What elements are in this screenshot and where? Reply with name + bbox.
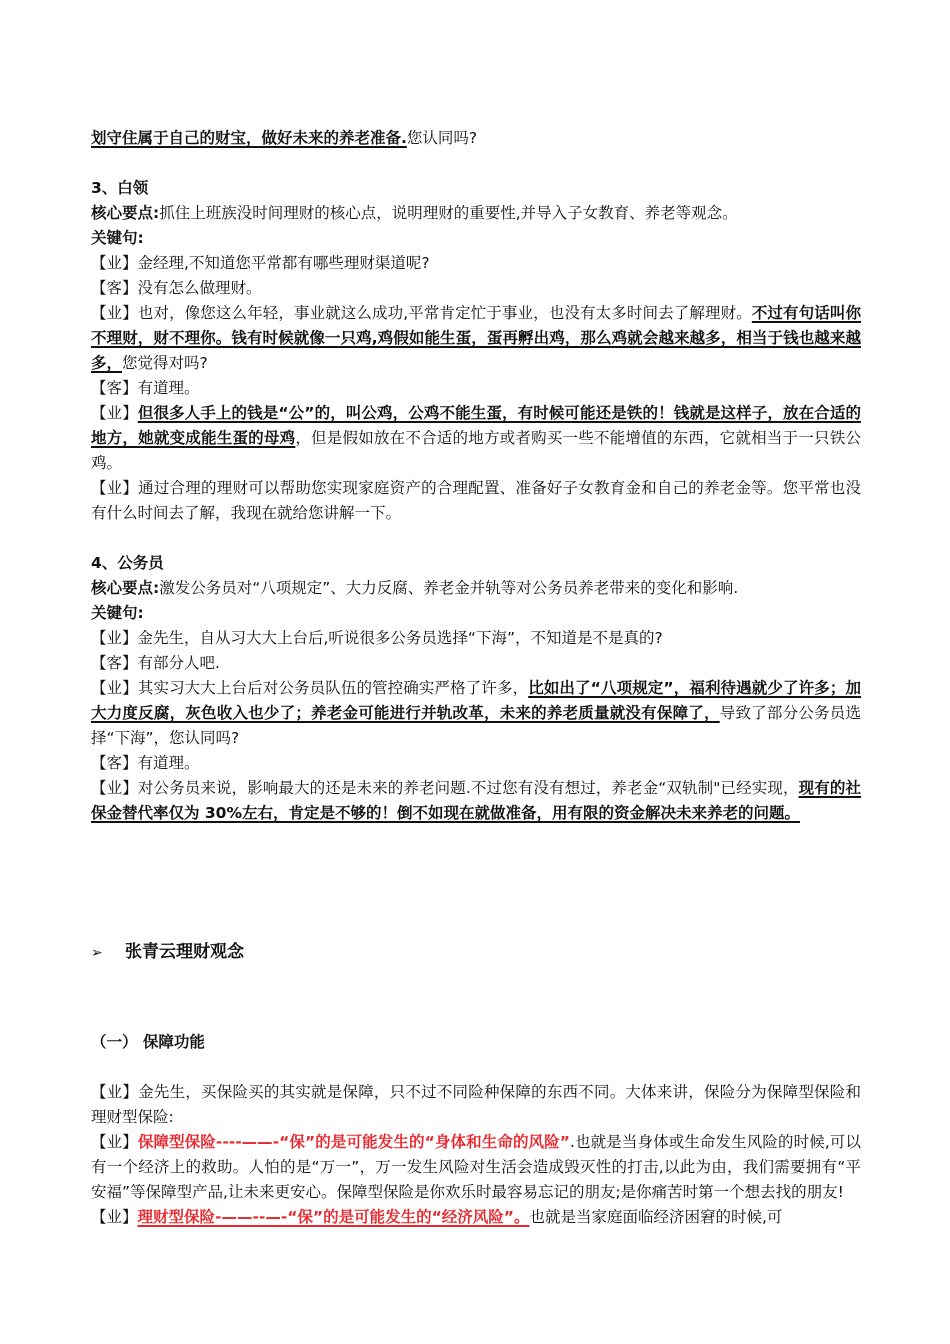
dialog-text: 您觉得对吗? bbox=[122, 354, 208, 372]
dialog-line bbox=[91, 676, 861, 751]
intro-emphasis: 划守住属于自己的财宝，做好未来的养老准备. bbox=[91, 129, 407, 147]
core-label: 核心要点: bbox=[91, 579, 160, 597]
section-3-core bbox=[91, 201, 861, 226]
dialog-emphasis: 比如出了“八项规定”，福利待遇就少了许多；加大力度反腐，灰色收入也少了；养老金可能进行并轨改革，未来的养老质量就没有保障了， bbox=[91, 679, 861, 722]
body-paragraph: 【业】金先生，买保险买的其实就是保障，只不过不同险种保障的东西不同。大体来讲，保险分为保障型保险和理财型保险: bbox=[91, 1083, 861, 1126]
intro-question: 您认同吗? bbox=[406, 129, 478, 147]
core-text: 抓住上班族没时间理财的核心点，说明理财的重要性,并导入子女教育、养老等观念。 bbox=[159, 204, 738, 222]
core-text: 激发公务员对“八项规定”、大力反腐、养老金并轨等对公务员养老带来的变化和影响. bbox=[159, 579, 739, 597]
dialog-text: 【业】其实习大大上台后对公务员队伍的管控确实严格了许多， bbox=[91, 679, 529, 697]
dialog-tag: 【业】 bbox=[91, 1133, 138, 1151]
dialog-line: 【客】有部分人吧. bbox=[91, 654, 220, 672]
body-paragraph bbox=[91, 1130, 861, 1205]
dialog-text: 【业】也对，像您这么年轻，事业就这么成功,平常肯定忙于事业，也没有太多时间去了解理财。 bbox=[91, 304, 752, 322]
dialog-line: 【业】金经理,不知道您平常都有哪些理财渠道呢? bbox=[91, 254, 430, 272]
body-paragraph bbox=[91, 1205, 861, 1230]
dialog-line: 【客】没有怎么做理财。 bbox=[91, 279, 262, 297]
dialog-line bbox=[91, 301, 861, 376]
core-label: 核心要点: bbox=[91, 204, 160, 222]
dialog-line: 【业】金先生，自从习大大上台后,听说很多公务员选择“下海”，不知道是不是真的? bbox=[91, 629, 663, 647]
dialog-text: ，但是假如放在不合适的地方或者购买一些不能增值的东西，它就相当于一只铁公鸡。 bbox=[91, 429, 861, 472]
dialog-text: 【业】对公务员来说，影响最大的还是未来的养老问题.不过您有没有想过，养老金“双轨制"已经实现， bbox=[91, 779, 799, 797]
red-emphasis: 保障型保险----——-“保”的是可能发生的“身体和生命的风险” bbox=[137, 1133, 570, 1151]
section-4-key-label: 关键句: bbox=[91, 604, 144, 622]
section-3-title: 3、白领 bbox=[91, 179, 149, 197]
subsection-title: （一） 保障功能 bbox=[91, 1033, 205, 1051]
dialog-line: 【业】通过合理的理财可以帮助您实现家庭资产的合理配置、准备好子女教育金和自己的养老金等。您平常也没有什么时间去了解，我现在就给您讲解一下。 bbox=[91, 479, 861, 522]
body-text: 也就是当家庭面临经济困窘的时候,可 bbox=[529, 1208, 783, 1226]
section-4-core bbox=[91, 576, 861, 601]
dialog-tag: 【业】 bbox=[91, 1208, 138, 1226]
intro-paragraph bbox=[91, 126, 861, 151]
dialog-line bbox=[91, 401, 861, 476]
zhang-title: 张青云理财观念 bbox=[125, 942, 244, 962]
document-page bbox=[91, 126, 861, 1230]
dialog-tag: 【业】 bbox=[91, 404, 138, 422]
body-text: .也就是当身体或生命发生风险的时候,可以有一个经济上的救助。人怕的是“万一”，万一发生风险对生活会造成毁灭性的打击,以此为由，我们需要拥有“平安福”等保障型产品,让未来更安心。保障型保险是你欢乐时最容易忘记的朋友;是你痛苦时第一个想去找的朋友! bbox=[91, 1133, 861, 1201]
dialog-emphasis: 现有的社保金替代率仅为 30%左右，肯定是不够的！倒不如现在就做准备，用有限的资金解决未来养老的问题。 bbox=[91, 779, 861, 822]
section-4-title: 4、公务员 bbox=[91, 554, 164, 572]
arrow-bullet-icon: ➢ bbox=[91, 945, 103, 961]
section-3-key-label: 关键句: bbox=[91, 229, 144, 247]
dialog-text: 导致了部分公务员选择“下海”，您认同吗? bbox=[91, 704, 861, 747]
dialog-line: 【客】有道理。 bbox=[91, 754, 200, 772]
zhang-heading bbox=[91, 940, 861, 966]
dialog-emphasis: 不过有句话叫你不理财，财不理你。钱有时候就像一只鸡,鸡假如能生蛋，蛋再孵出鸡，那么鸡就会越来越多，相当于钱也越来越多， bbox=[91, 304, 861, 372]
dialog-line: 【客】有道理。 bbox=[91, 379, 200, 397]
dialog-emphasis: 但很多人手上的钱是“公”的，叫公鸡，公鸡不能生蛋，有时候可能还是铁的！钱就是这样子，放在合适的地方，她就变成能生蛋的母鸡 bbox=[91, 404, 861, 447]
dialog-line bbox=[91, 776, 861, 826]
red-emphasis: 理财型保险-——--—-“保”的是可能发生的“经济风险”。 bbox=[137, 1208, 530, 1226]
